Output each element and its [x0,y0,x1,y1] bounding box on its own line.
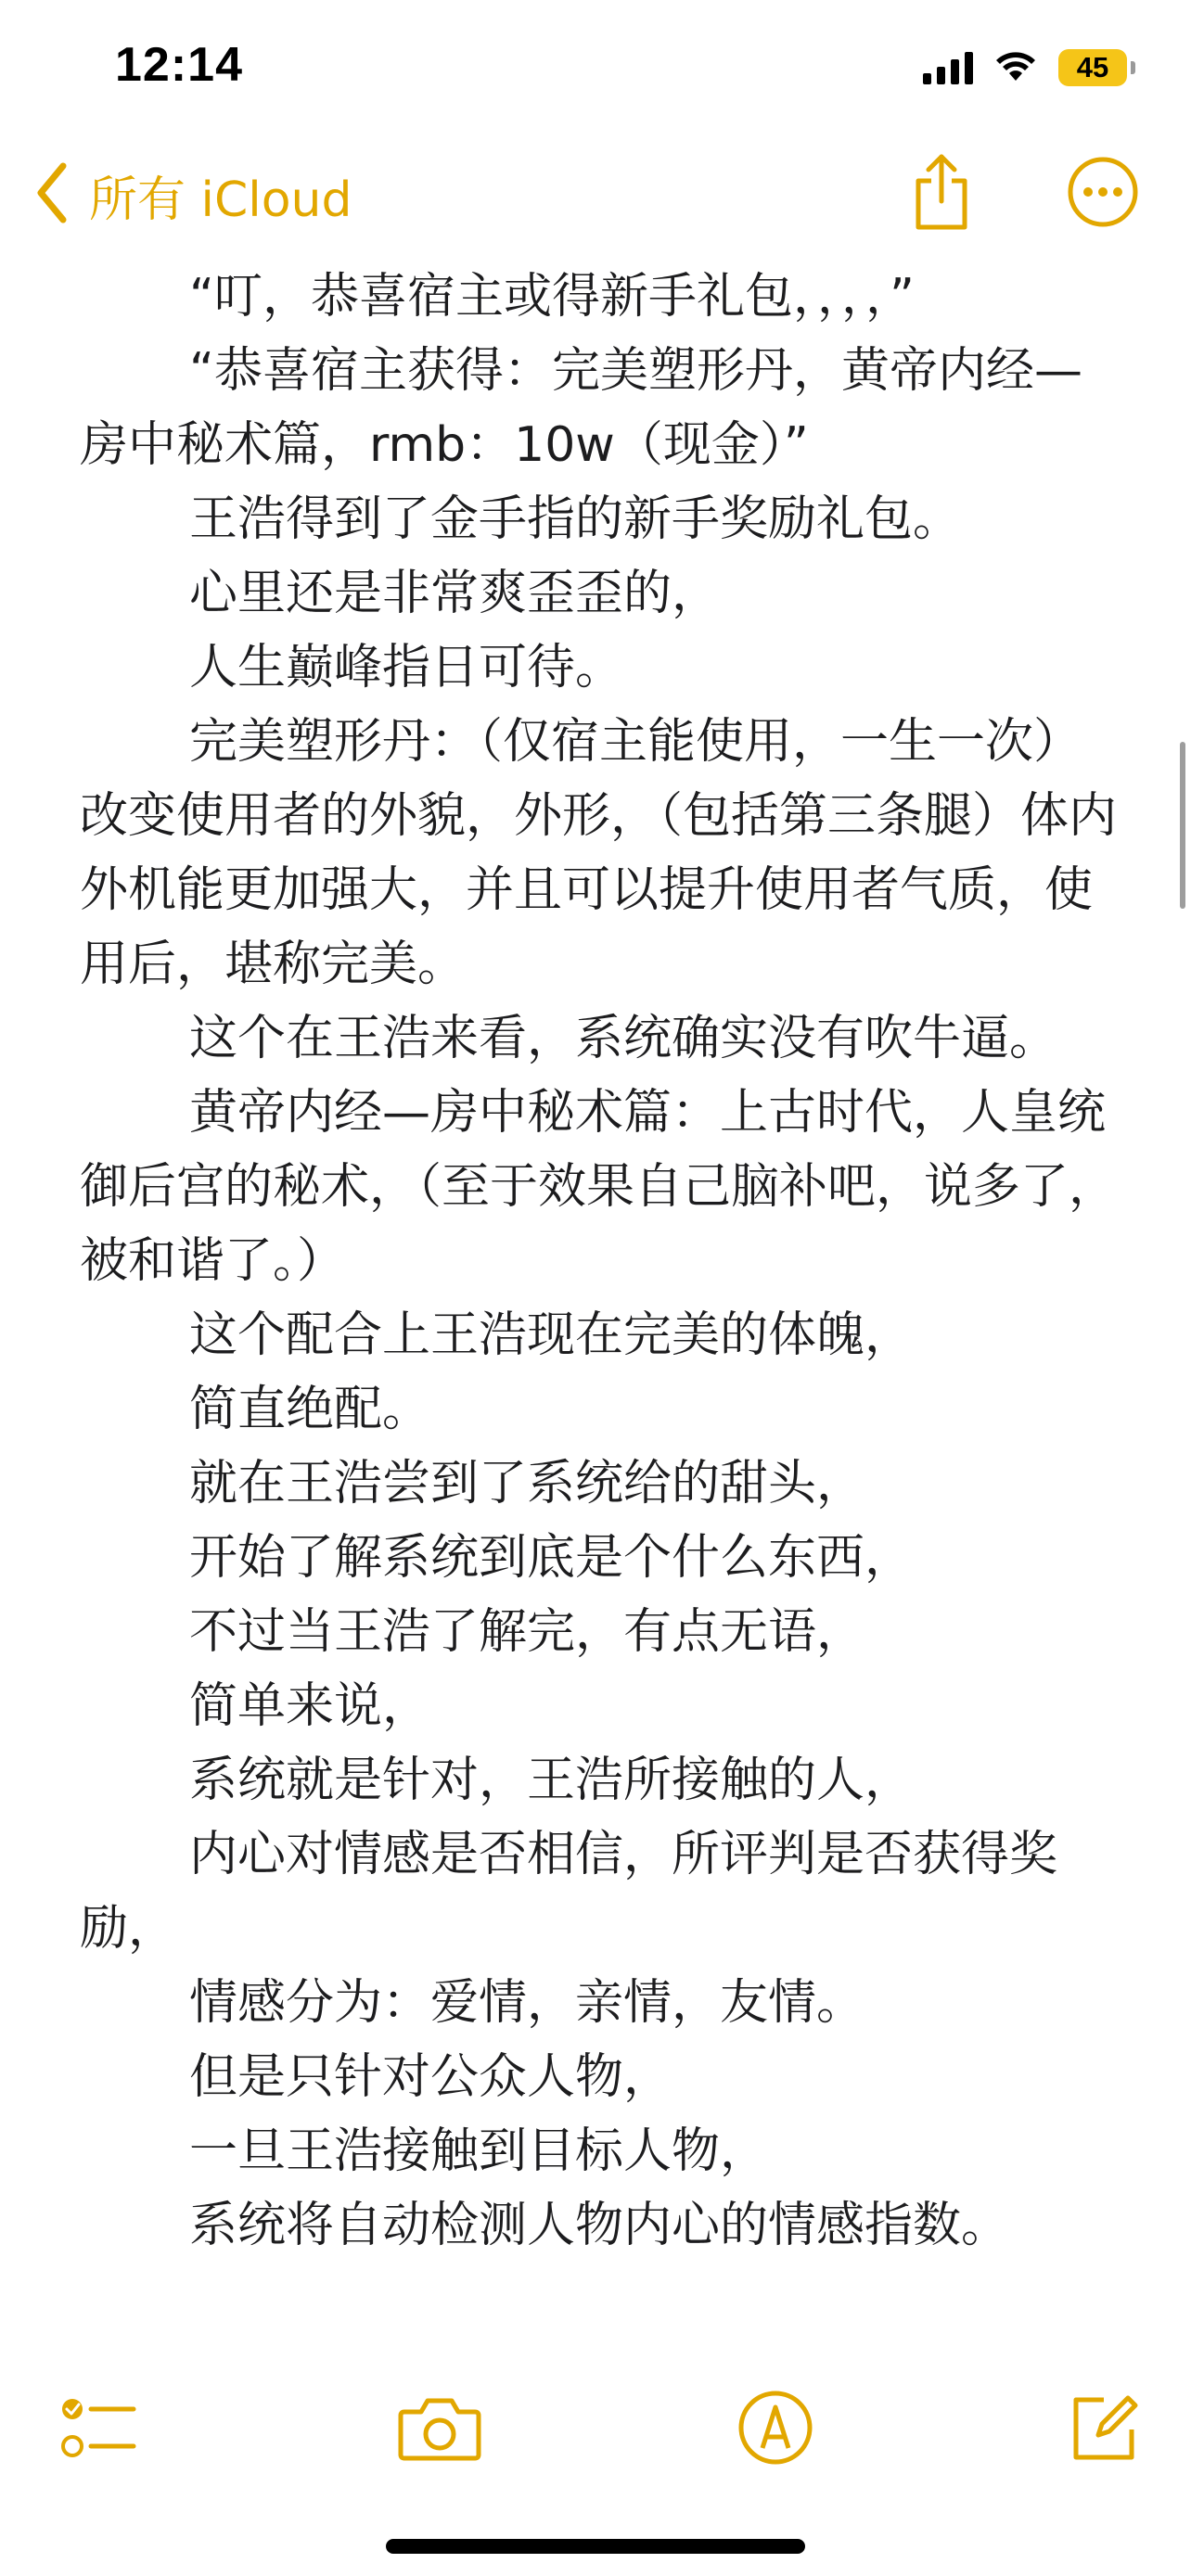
note-paragraph: 完美塑形丹：（仅宿主能使用，一生一次）改变使用者的外貌，外形，（包括第三条腿）体内外机能更加强大，并且可以提升使用者气质，使用后，堪称完美。 [80,714,1118,992]
nav-bar [0,139,1191,260]
camera-button[interactable] [393,2383,486,2476]
markup-pen-icon [736,2389,814,2470]
note-paragraph: 简单来说， [189,1678,431,1734]
note-paragraph: 这个配合上王浩现在完美的体魄， [189,1307,914,1363]
battery-level: 45 [1058,49,1127,86]
note-paragraph: 开始了解系统到底是个什么东西， [189,1530,914,1586]
note-paragraph: 人生巅峰指日可待。 [189,640,624,695]
status-bar [0,0,1191,139]
checklist-icon [59,2389,137,2470]
note-paragraph: “叮，恭喜宿主或得新手礼包，，，，” [189,269,915,325]
camera-icon [397,2393,482,2466]
note-paragraph: 王浩得到了金手指的新手奖励礼包。 [189,491,962,547]
scroll-indicator[interactable] [1180,742,1185,909]
note-paragraph: 简直绝配。 [189,1382,431,1437]
cellular-signal-icon [923,51,973,84]
note-paragraph: 不过当王浩了解完，有点无语， [189,1604,865,1660]
checklist-button[interactable] [52,2383,145,2476]
note-paragraph: 情感分为：爱情，亲情，友情。 [189,1975,865,2031]
more-ellipsis-icon [1066,155,1140,233]
share-icon [911,153,972,235]
status-time: 12:14 [115,38,243,92]
note-paragraph: 黄帝内经—房中秘术篇：上古时代，人皇统御后宫的秘术，（至于效果自己脑补吧，说多了，被和谐了。） [80,1085,1118,1289]
chevron-left-icon [33,160,70,229]
back-button[interactable] [33,158,352,232]
compose-button[interactable] [1057,2383,1150,2476]
note-paragraph: 就在王浩尝到了系统给的甜头， [189,1456,865,1511]
note-paragraph: 系统就是针对，王浩所接触的人， [189,1753,914,1808]
bottom-toolbar [0,2374,1191,2485]
note-paragraph: 一旦王浩接触到目标人物， [189,2123,769,2179]
note-paragraph: 这个在王浩来看，系统确实没有吹牛逼。 [189,1011,1058,1066]
battery-icon [1058,49,1135,86]
status-icons [923,45,1135,91]
note-paragraph: 内心对情感是否相信，所评判是否获得奖励， [80,1827,1058,1957]
note-paragraph: 系统将自动检测人物内心的情感指数。 [189,2198,1010,2253]
markup-button[interactable] [729,2383,822,2476]
back-button-label: 所有 iCloud [89,172,352,228]
home-indicator[interactable] [386,2539,805,2554]
compose-icon [1067,2391,1141,2468]
note-body[interactable] [80,260,1119,2263]
share-button[interactable] [900,152,983,236]
note-paragraph: “恭喜宿主获得：完美塑形丹，黄帝内经—房中秘术篇，rmb：10w（现金）” [80,343,1082,473]
more-button[interactable] [1061,152,1145,236]
note-paragraph: 但是只针对公众人物， [189,2049,672,2105]
wifi-icon [993,49,1038,86]
note-paragraph: 心里还是非常爽歪歪的， [189,566,721,621]
